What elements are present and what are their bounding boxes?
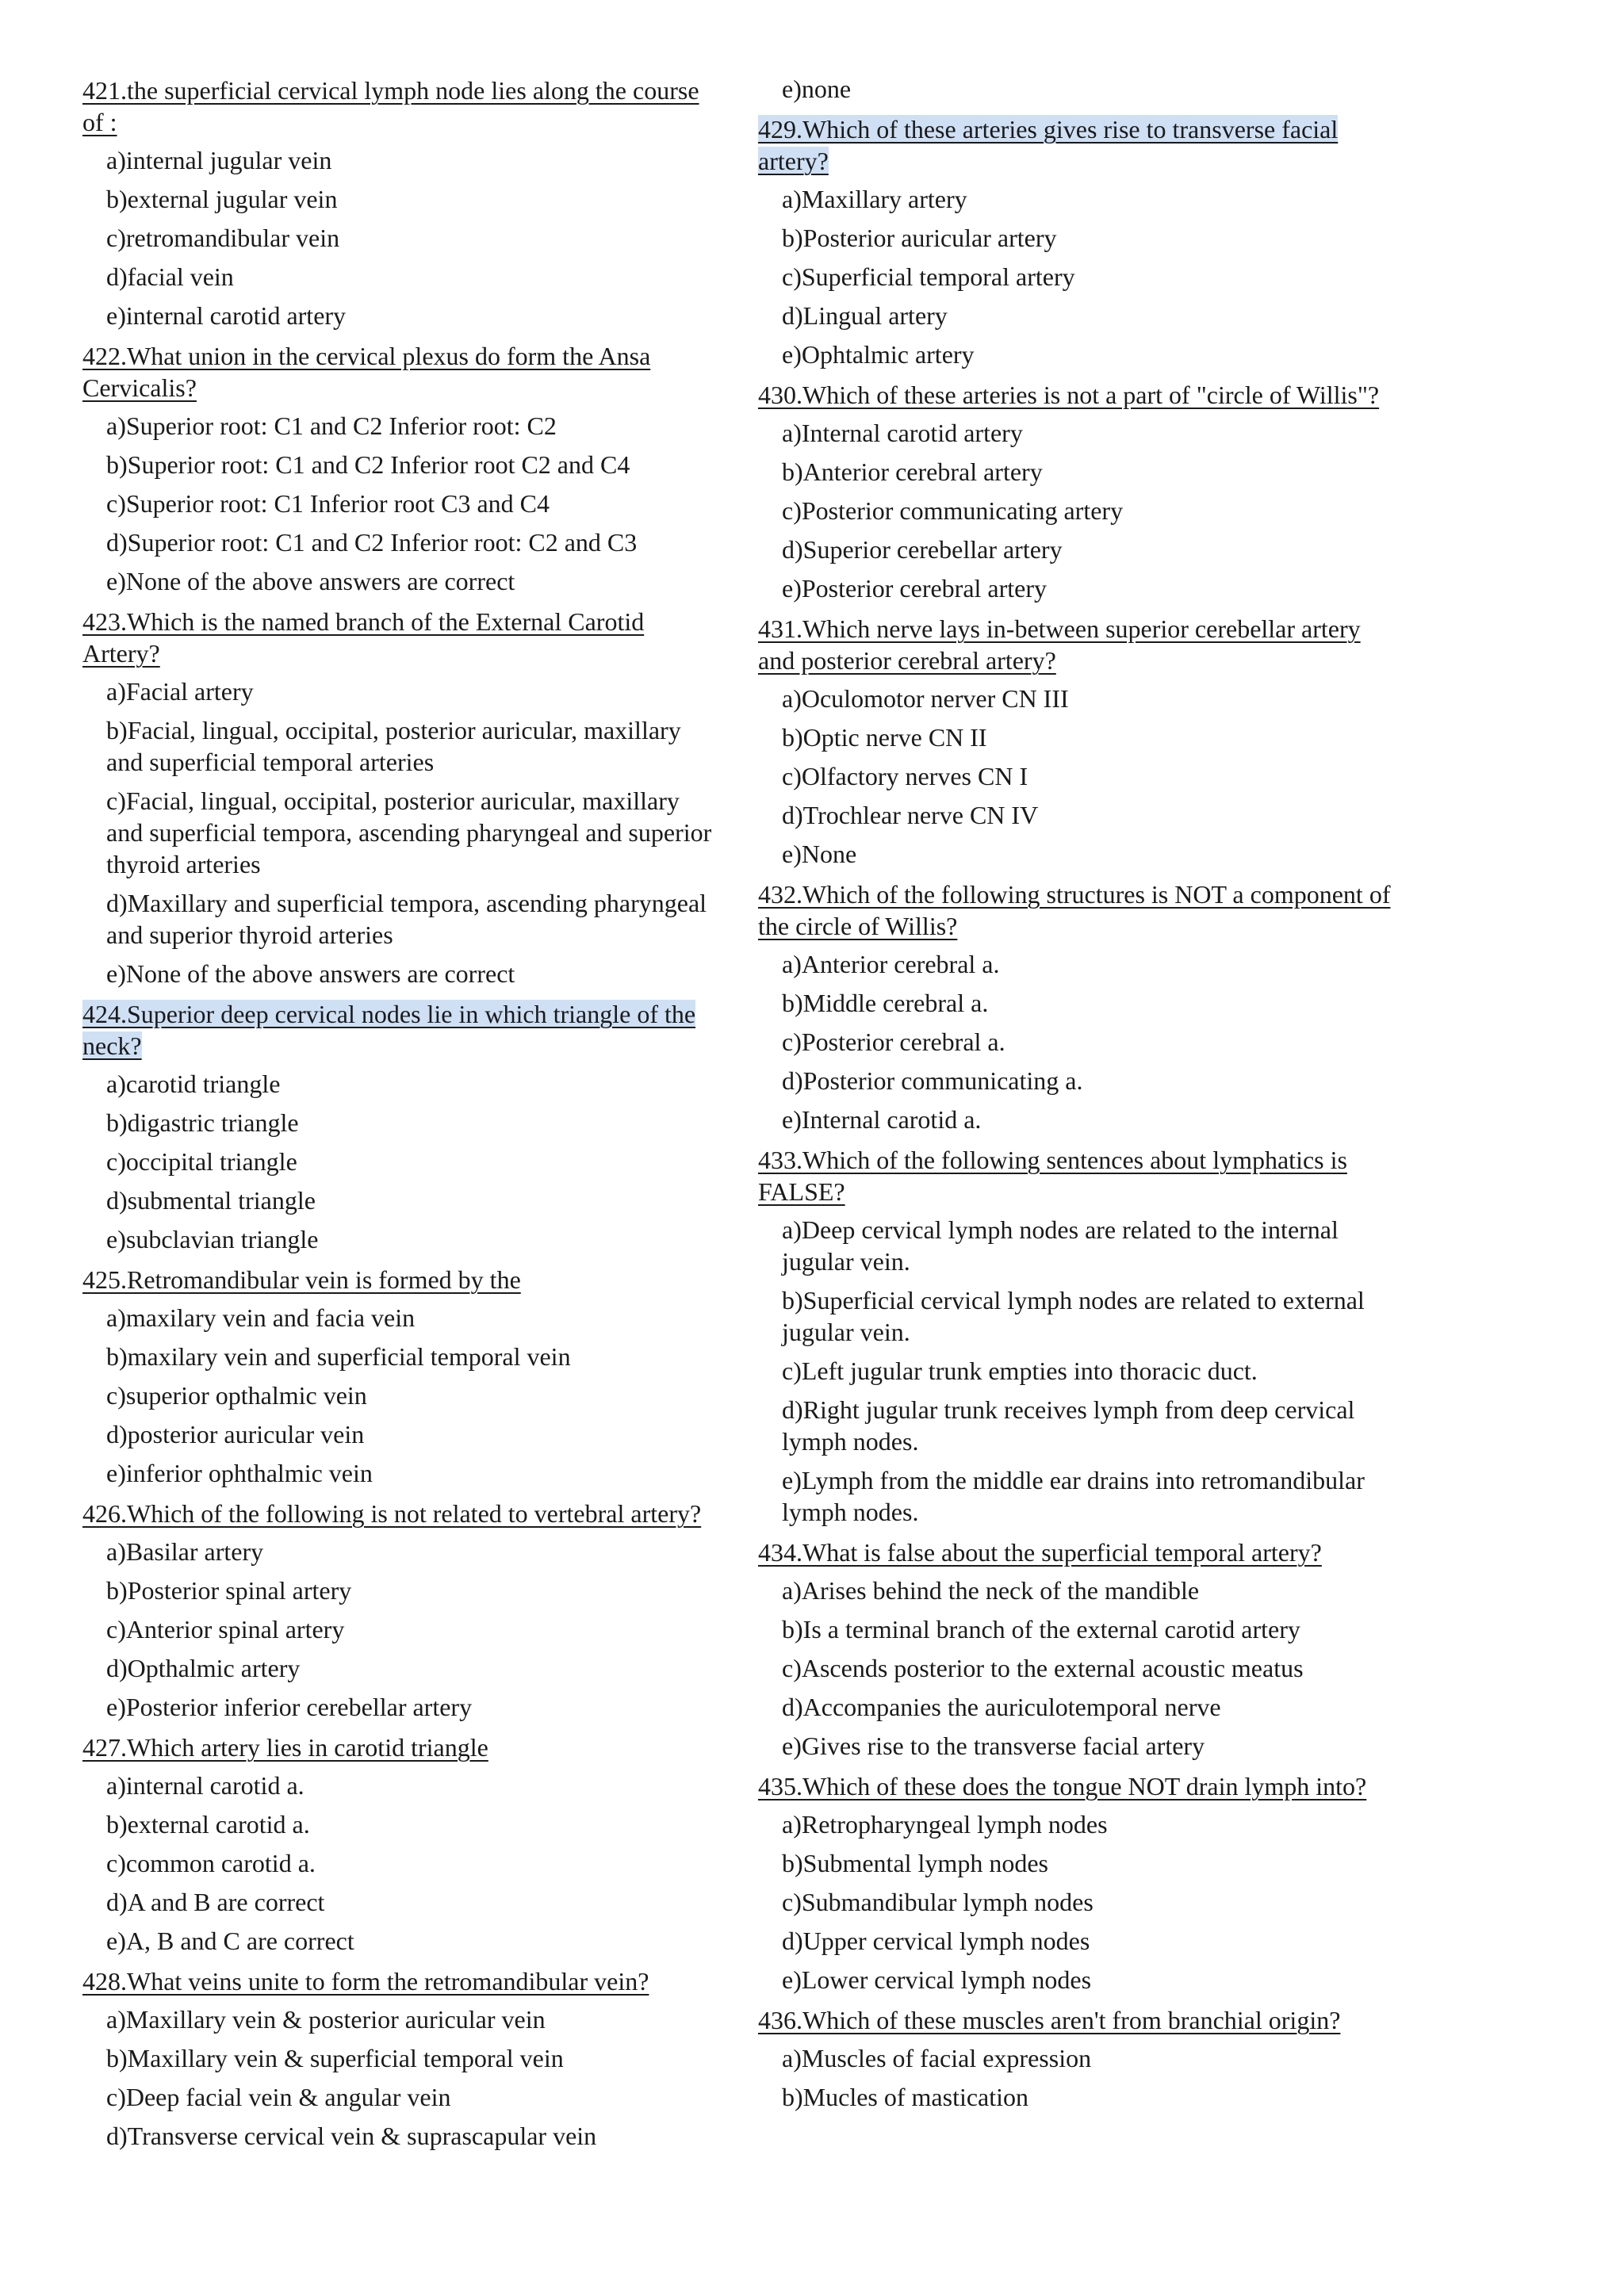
answer-option: b)external jugular vein xyxy=(106,185,338,213)
answer-option: c)Submandibular lymph nodes xyxy=(782,1888,1094,1916)
left-column xyxy=(82,70,717,2156)
answer-option: c)Anterior spinal artery xyxy=(106,1615,345,1644)
answer-option: b)external carotid a. xyxy=(106,1810,310,1839)
answer-option: a)Internal carotid artery xyxy=(782,419,1023,447)
answer-option: b)Optic nerve CN II xyxy=(782,723,987,752)
answer-option: d)Opthalmic artery xyxy=(106,1654,301,1682)
answer-option: d)Superior cerebellar artery xyxy=(782,535,1063,564)
answer-option: a)carotid triangle xyxy=(106,1070,281,1098)
question-text xyxy=(82,335,717,407)
question-text xyxy=(758,1532,1392,1571)
question-label: 431.Which nerve lays in-between superior cerebellar artery and posterior cerebral artery? xyxy=(758,614,1361,675)
answer-option: a)Maxillary artery xyxy=(782,185,967,213)
answer-option: a)Facial artery xyxy=(106,677,254,706)
answer-option: d)Transverse cervical vein & suprascapular vein xyxy=(106,2122,597,2150)
question-label: 424.Superior deep cervical nodes lie in which triangle of the neck? xyxy=(82,1000,696,1060)
answer-option: a)Arises behind the neck of the mandible xyxy=(782,1576,1200,1605)
answer-option: a)Retropharyngeal lymph nodes xyxy=(782,1810,1108,1839)
question-text xyxy=(82,1493,717,1533)
question-label: 432.Which of the following structures is NOT a component of the circle of Willis? xyxy=(758,880,1391,940)
question-text xyxy=(758,1139,1392,1211)
question-text xyxy=(758,109,1392,180)
answer-option: a)Anterior cerebral a. xyxy=(782,950,1000,978)
answer-option: e)Posterior cerebral artery xyxy=(782,574,1048,603)
question-label: 428.What veins unite to form the retromandibular vein? xyxy=(82,1967,649,1996)
answer-option: c)Posterior cerebral a. xyxy=(782,1027,1005,1056)
question-label: 425.Retromandibular vein is formed by the xyxy=(82,1265,521,1294)
answer-option: e)Internal carotid a. xyxy=(782,1105,982,1134)
answer-option: a)Basilar artery xyxy=(106,1537,264,1566)
answer-option: d)Lingual artery xyxy=(782,301,948,330)
answer-option: d)Upper cervical lymph nodes xyxy=(782,1927,1090,1955)
question-label: 436.Which of these muscles aren't from branchial origin? xyxy=(758,2006,1341,2034)
question-text xyxy=(758,374,1392,414)
answer-option: c)superior opthalmic vein xyxy=(106,1381,367,1410)
answer-option: e)Lower cervical lymph nodes xyxy=(782,1965,1092,1994)
question-text xyxy=(758,1766,1392,1805)
answer-option: c)Deep facial vein & angular vein xyxy=(106,2083,451,2111)
answer-option: c)Olfactory nerves CN I xyxy=(782,762,1028,790)
answer-option: b)Posterior spinal artery xyxy=(106,1576,352,1605)
question-label: 422.What union in the cervical plexus do form the Ansa Cervicalis? xyxy=(82,342,651,402)
answer-option: d)facial vein xyxy=(106,262,234,291)
answer-option: c)Posterior communicating artery xyxy=(782,496,1124,525)
question-label: 430.Which of these arteries is not a part of "circle of Willis"? xyxy=(758,381,1380,409)
answer-option: c)retromandibular vein xyxy=(106,224,340,252)
answer-option: d)Superior root: C1 and C2 Inferior root: C2 and C3 xyxy=(106,528,638,557)
answer-option: c)Facial, lingual, occipital, posterior auricular, maxillary and superficial tempora, ascending pharyngeal and superior thyroid arteries xyxy=(106,786,712,878)
answer-option: e)internal carotid artery xyxy=(106,301,347,330)
answer-option: a)internal carotid a. xyxy=(106,1771,304,1800)
question-label: 433.Which of the following sentences about lymphatics is FALSE? xyxy=(758,1146,1347,1206)
answer-option: d)submental triangle xyxy=(106,1186,316,1215)
question-text xyxy=(82,1727,717,1766)
answer-option: b)Superficial cervical lymph nodes are related to external jugular vein. xyxy=(782,1286,1365,1346)
question-text xyxy=(82,1961,717,2000)
answer-option: d)Trochlear nerve CN IV xyxy=(782,801,1039,829)
answer-option: b)Facial, lingual, occipital, posterior auricular, maxillary and superficial temporal arteries xyxy=(106,716,681,776)
answer-option: c)Ascends posterior to the external acoustic meatus xyxy=(782,1654,1304,1682)
answer-option: b)Middle cerebral a. xyxy=(782,989,989,1017)
answer-option: b)Is a terminal branch of the external carotid artery xyxy=(782,1615,1300,1644)
answer-option: b)Posterior auricular artery xyxy=(782,224,1057,252)
answer-option: b)Anterior cerebral artery xyxy=(782,457,1043,486)
answer-option: c)Superior root: C1 Inferior root C3 and C4 xyxy=(106,489,550,518)
answer-option: d)Posterior communicating a. xyxy=(782,1066,1083,1095)
answer-option: a)maxilary vein and facia vein xyxy=(106,1303,416,1332)
answer-option: d)Accompanies the auriculotemporal nerve xyxy=(782,1693,1221,1721)
answer-option: a)Superior root: C1 and C2 Inferior root: C2 xyxy=(106,411,557,440)
answer-option: e)None of the above answers are correct xyxy=(106,567,515,595)
question-label: 429.Which of these arteries gives rise to transverse facial artery? xyxy=(758,115,1339,175)
answer-option: a)Deep cervical lymph nodes are related to the internal jugular vein. xyxy=(782,1215,1339,1276)
question-label: 426.Which of the following is not related to vertebral artery? xyxy=(82,1499,702,1528)
answer-option: d)Right jugular trunk receives lymph from deep cervical lymph nodes. xyxy=(782,1395,1355,1456)
right-column xyxy=(758,70,1392,2117)
question-label: 434.What is false about the superficial temporal artery? xyxy=(758,1538,1322,1567)
answer-option: a)Muscles of facial expression xyxy=(782,2044,1092,2072)
answer-option: a)Maxillary vein & posterior auricular vein xyxy=(106,2005,546,2034)
answer-option: e)Gives rise to the transverse facial artery xyxy=(782,1732,1205,1760)
answer-option: b)Submental lymph nodes xyxy=(782,1849,1048,1877)
question-label: 435.Which of these does the tongue NOT drain lymph into? xyxy=(758,1772,1367,1800)
answer-option: e)A, B and C are correct xyxy=(106,1927,354,1955)
question-text xyxy=(82,70,717,141)
answer-option: e)Ophtalmic artery xyxy=(782,340,975,369)
answer-option: e)subclavian triangle xyxy=(106,1225,319,1253)
question-text xyxy=(82,993,717,1065)
question-label: 421.the superficial cervical lymph node lies along the course of : xyxy=(82,76,699,136)
answer-option: e)inferior ophthalmic vein xyxy=(106,1459,373,1487)
question-label: 427.Which artery lies in carotid triangle xyxy=(82,1733,488,1762)
answer-option: c)common carotid a. xyxy=(106,1849,316,1877)
question-text xyxy=(758,608,1392,679)
answer-option: d)posterior auricular vein xyxy=(106,1420,365,1448)
answer-option: b)Maxillary vein & superficial temporal vein xyxy=(106,2044,564,2072)
answer-option: b)Superior root: C1 and C2 Inferior root C2 and C4 xyxy=(106,450,630,479)
answer-option: b)maxilary vein and superficial temporal vein xyxy=(106,1342,571,1371)
answer-option: e)Posterior inferior cerebellar artery xyxy=(106,1693,473,1721)
question-text xyxy=(758,1999,1392,2039)
question-text xyxy=(82,601,717,672)
answer-option: c)occipital triangle xyxy=(106,1147,297,1176)
answer-option: c)Left jugular trunk empties into thoracic duct. xyxy=(782,1357,1258,1385)
answer-option: c)Superficial temporal artery xyxy=(782,262,1075,291)
answer-option: b)digastric triangle xyxy=(106,1108,299,1137)
question-label: 423.Which is the named branch of the External Carotid Artery? xyxy=(82,607,645,668)
answer-option: e)none xyxy=(782,75,852,103)
answer-option: a)Oculomotor nerver CN III xyxy=(782,684,1069,713)
question-text xyxy=(758,874,1392,945)
answer-option: b)Mucles of mastication xyxy=(782,2083,1029,2111)
answer-option: e)Lymph from the middle ear drains into retromandibular lymph nodes. xyxy=(782,1466,1365,1526)
answer-option: d)Maxillary and superficial tempora, ascending pharyngeal and superior thyroid arteries xyxy=(106,889,707,949)
answer-option: a)internal jugular vein xyxy=(106,146,332,174)
answer-option: e)None xyxy=(782,840,857,868)
answer-option: e)None of the above answers are correct xyxy=(106,959,515,988)
answer-option: d)A and B are correct xyxy=(106,1888,325,1916)
question-text xyxy=(82,1259,717,1299)
